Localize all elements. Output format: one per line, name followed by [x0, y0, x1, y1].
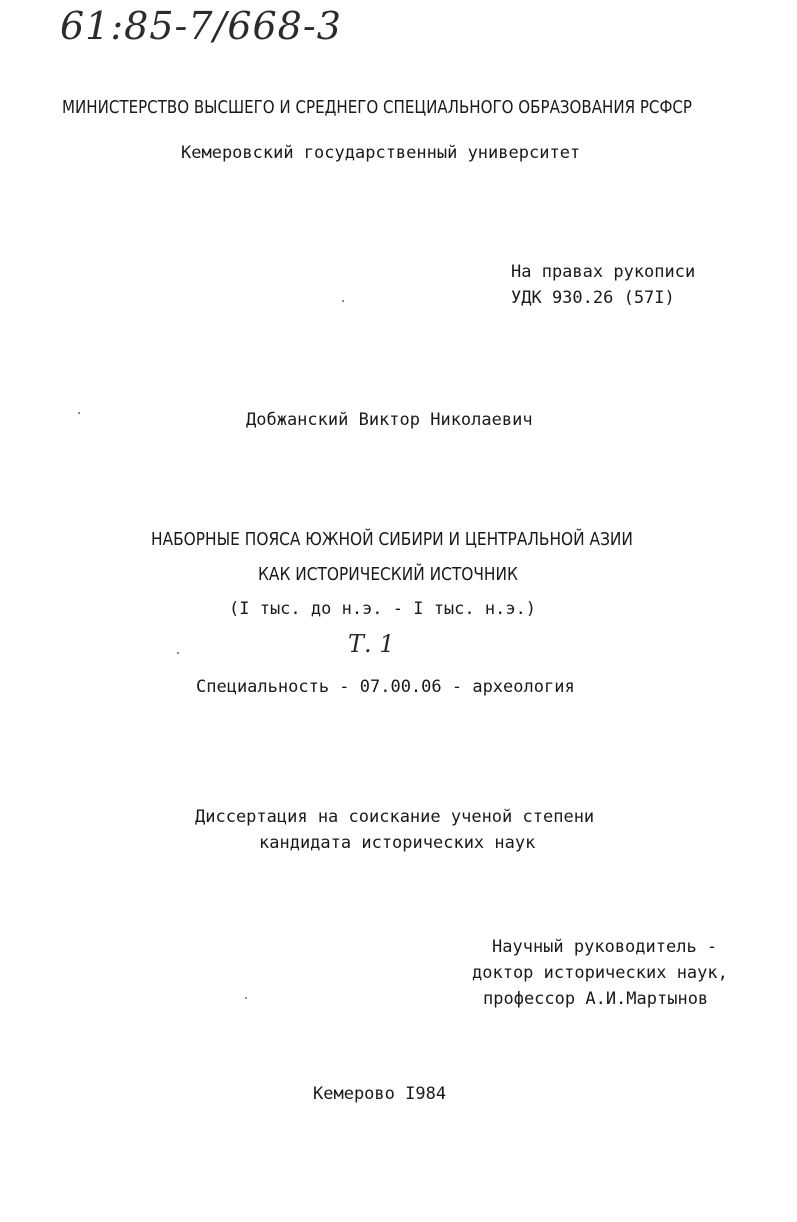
supervisor-line-2: доктор исторических наук,	[472, 963, 728, 983]
degree-line-2: кандидата исторических наук	[259, 833, 536, 853]
scan-speck	[78, 412, 80, 414]
ministry-heading: МИНИСТЕРСТВО ВЫСШЕГО И СРЕДНЕГО СПЕЦИАЛЬНОГО ОБРАЗОВАНИЯ РСФСР	[62, 97, 693, 118]
author-name: Добжанский Виктор Николаевич	[246, 410, 533, 430]
handwritten-volume-mark: Т. 1	[348, 630, 395, 658]
scan-speck	[342, 300, 344, 302]
city-year: Кемерово I984	[313, 1084, 447, 1104]
title-line-2: КАК ИСТОРИЧЕСКИЙ ИСТОЧНИК	[258, 564, 518, 585]
university-name: Кемеровский государственный университет	[181, 143, 581, 163]
scan-speck	[177, 652, 179, 654]
supervisor-line-1: Научный руководитель -	[492, 937, 718, 957]
specialty: Специальность - 07.00.06 - археология	[196, 677, 575, 697]
title-line-3: (I тыс. до н.э. - I тыс. н.э.)	[229, 599, 537, 619]
handwritten-archive-number: 61:85-7/668-3	[60, 4, 342, 48]
rights-notice: На правах рукописи	[511, 262, 696, 282]
supervisor-line-3: профессор А.И.Мартынов	[483, 989, 709, 1009]
scan-speck	[245, 997, 247, 999]
udk-code: УДК 930.26 (57I)	[511, 288, 675, 308]
degree-line-1: Диссертация на соискание ученой степени	[195, 807, 595, 827]
title-line-1: НАБОРНЫЕ ПОЯСА ЮЖНОЙ СИБИРИ И ЦЕНТРАЛЬНОЙ АЗИИ	[151, 529, 633, 550]
